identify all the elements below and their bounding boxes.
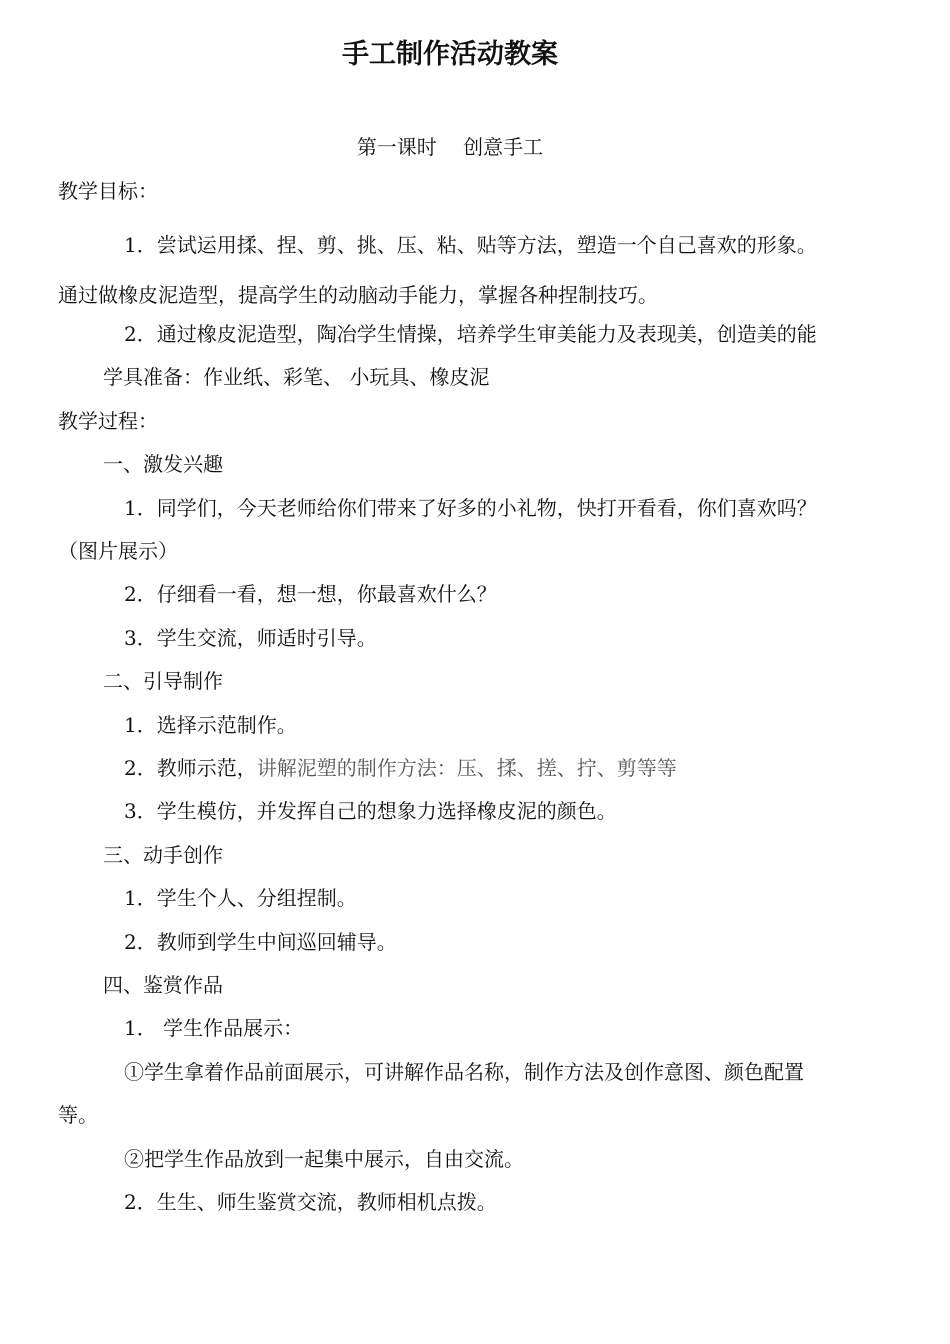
- goal-1-line-2: 通过做橡皮泥造型，提高学生的动脑动手能力，掌握各种捏制技巧。: [58, 283, 658, 307]
- section-2-item-2-rest: 讲解泥塑的制作方法：压、揉、搓、拧、剪等等: [256, 756, 677, 780]
- section-1-item-1-line-2: （图片展示）: [58, 539, 178, 563]
- goal-2: 2．通过橡皮泥造型，陶冶学生情操，培养学生审美能力及表现美，创造美的能: [124, 322, 817, 346]
- section-2-heading: 二、引导制作: [103, 669, 223, 693]
- section-4-sub-2: ②把学生作品放到一起集中展示，自由交流。: [124, 1147, 524, 1171]
- materials: 学具准备：作业纸、彩笔、 小玩具、橡皮泥: [103, 365, 490, 389]
- section-4-item-2: 2．生生、师生鉴赏交流，教师相机点拨。: [124, 1190, 497, 1214]
- section-4-heading: 四、鉴赏作品: [103, 973, 223, 997]
- section-3-item-2: 2．教师到学生中间巡回辅导。: [124, 930, 397, 954]
- section-4-sub-1-line-1: ①学生拿着作品前面展示，可讲解作品名称，制作方法及创作意图、颜色配置: [124, 1060, 804, 1084]
- section-2-item-2-prefix: 2．教师示范，: [124, 756, 257, 780]
- section-3-item-1: 1．学生个人、分组捏制。: [124, 886, 357, 910]
- goal-1-line-1: 1．尝试运用揉、捏、剪、挑、压、粘、贴等方法，塑造一个自己喜欢的形象。: [124, 233, 817, 257]
- document-title: 手工制作活动教案: [342, 39, 558, 70]
- section-2-item-2: [124, 754, 677, 782]
- section-2-item-3: 3．学生模仿，并发挥自己的想象力选择橡皮泥的颜色。: [124, 799, 617, 823]
- goals-heading: 教学目标：: [58, 179, 158, 203]
- section-4-item-1: 1． 学生作品展示：: [124, 1016, 304, 1040]
- lesson-title: 第一课时 创意手工: [356, 135, 544, 159]
- section-1-heading: 一、激发兴趣: [103, 452, 223, 476]
- section-2-item-1: 1．选择示范制作。: [124, 713, 297, 737]
- section-4-sub-1-line-2: 等。: [58, 1103, 98, 1127]
- section-1-item-2: 2．仔细看一看，想一想，你最喜欢什么？: [124, 582, 497, 606]
- process-heading: 教学过程：: [58, 409, 158, 433]
- section-1-item-1-line-1: 1．同学们，今天老师给你们带来了好多的小礼物，快打开看看，你们喜欢吗？: [124, 496, 817, 520]
- section-1-item-3: 3．学生交流，师适时引导。: [124, 626, 377, 650]
- section-3-heading: 三、动手创作: [103, 843, 223, 867]
